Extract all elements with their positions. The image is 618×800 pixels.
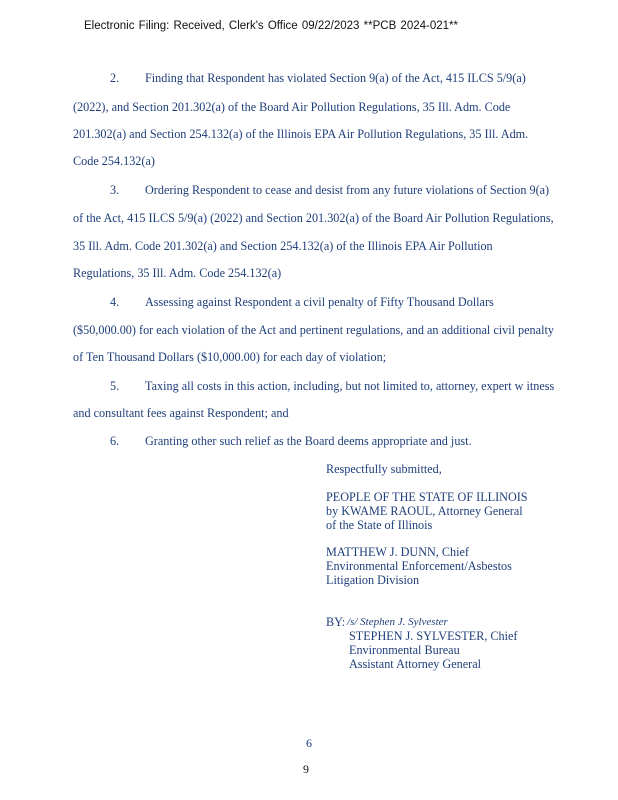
item-number: 2. [110, 71, 120, 85]
item-line: Code 254.132(a) [73, 154, 155, 168]
signature-line: Litigation Division [326, 573, 420, 587]
item-line: Taxing all costs in this action, including, but not limited to, attorney, expert w itness [145, 379, 555, 393]
item-number: 6. [110, 434, 120, 448]
item-number: 3. [110, 183, 120, 197]
page-number-outer: 9 [303, 762, 309, 776]
signature-line: PEOPLE OF THE STATE OF ILLINOIS [326, 490, 528, 504]
signature-line: Environmental Bureau [349, 643, 460, 657]
item-line: of the Act, 415 ILCS 5/9(a) (2022) and Section 201.302(a) of the Board Air Pollution Regulations, [73, 211, 554, 225]
item-number: 4. [110, 295, 120, 309]
signature-line: MATTHEW J. DUNN, Chief [326, 545, 469, 559]
item-number: 5. [110, 379, 120, 393]
item-line: (2022), and Section 201.302(a) of the Board Air Pollution Regulations, 35 Ill. Adm. Code [73, 100, 511, 114]
item-line: Finding that Respondent has violated Section 9(a) of the Act, 415 ILCS 5/9(a) [145, 71, 526, 85]
item-line: Ordering Respondent to cease and desist from any future violations of Section 9(a) [145, 183, 550, 197]
item-line: of Ten Thousand Dollars ($10,000.00) for each day of violation; [73, 350, 387, 364]
filing-header: Electronic Filing: Received, Clerk's Office 09/22/2023 **PCB 2024-021** [84, 20, 458, 32]
closing-text: Respectfully submitted, [326, 462, 442, 476]
signature-line: STEPHEN J. SYLVESTER, Chief [349, 629, 518, 643]
item-line: and consultant fees against Respondent; and [73, 406, 289, 420]
signature-line: of the State of Illinois [326, 518, 433, 532]
page-number-inner: 6 [306, 736, 312, 750]
signature-line: by KWAME RAOUL, Attorney General [326, 504, 523, 518]
item-line: Assessing against Respondent a civil penalty of Fifty Thousand Dollars [145, 295, 494, 309]
electronic-signature: /s/ Stephen J. Sylvester [347, 616, 448, 628]
signature-line: Environmental Enforcement/Asbestos [326, 559, 512, 573]
item-line: Granting other such relief as the Board deems appropriate and just. [145, 434, 472, 448]
item-line: 35 Ill. Adm. Code 201.302(a) and Section 254.132(a) of the Illinois EPA Air Pollution [73, 239, 493, 253]
item-line: Regulations, 35 Ill. Adm. Code 254.132(a) [73, 266, 282, 280]
item-line: ($50,000.00) for each violation of the Act and pertinent regulations, and an additional civil penalty [73, 323, 554, 337]
item-line: 201.302(a) and Section 254.132(a) of the Illinois EPA Air Pollution Regulations, 35 Ill. Adm. [73, 127, 529, 141]
signature-line: Assistant Attorney General [349, 657, 482, 671]
by-label: BY: [326, 615, 346, 629]
